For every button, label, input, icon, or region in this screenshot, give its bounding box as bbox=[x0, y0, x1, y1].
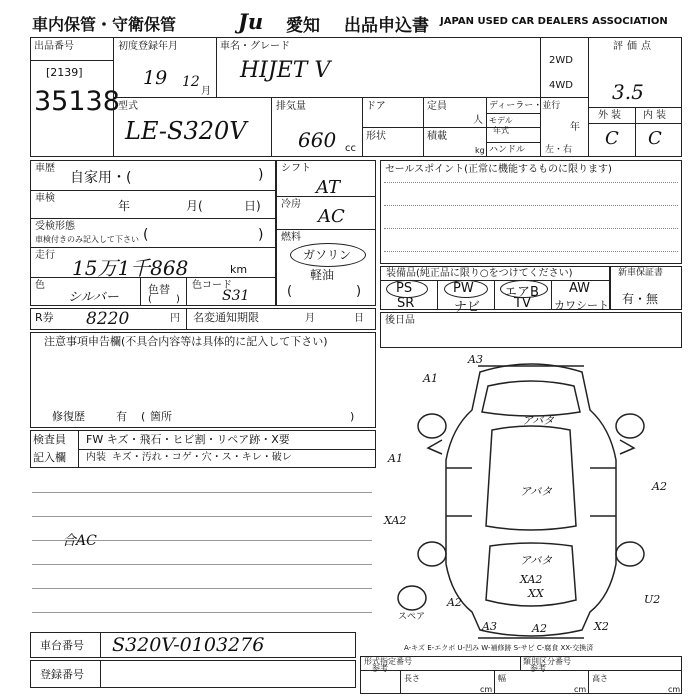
fuel-diesel: 軽油 bbox=[310, 268, 335, 282]
score-value: 3.5 bbox=[612, 80, 644, 104]
capacity-unit: 人 bbox=[473, 115, 483, 126]
color-code-value: S31 bbox=[222, 288, 250, 304]
diagram-mark: A2 bbox=[447, 596, 462, 609]
repair-value: 有 bbox=[116, 410, 127, 423]
equip-ps: PS bbox=[396, 281, 413, 296]
org-english: JAPAN USED CAR DEALERS ASSOCIATION bbox=[440, 16, 668, 27]
first-reg-month: 12 bbox=[182, 74, 200, 90]
car-hood bbox=[482, 381, 580, 416]
pw-circle bbox=[444, 280, 488, 298]
spare-label: スペア bbox=[398, 612, 426, 622]
exterior-label: 外装 bbox=[598, 110, 624, 121]
height-label: 高さ bbox=[592, 674, 608, 683]
color-code-label: 色コード bbox=[192, 280, 232, 291]
inspection-day: 日) bbox=[244, 199, 261, 213]
fw-row: FW キズ・飛石・ヒビ割・リペア跡・X要 bbox=[86, 433, 290, 446]
handle-options: 左・右 bbox=[545, 145, 573, 155]
ju-logo bbox=[238, 9, 282, 35]
mileage-label: 走行 bbox=[35, 250, 55, 261]
interior-label: 内装 bbox=[643, 110, 669, 121]
inspector-label: 検査員 bbox=[33, 433, 66, 446]
cm-1: cm bbox=[480, 685, 493, 694]
diagram-mark: U2 bbox=[644, 593, 661, 606]
diagram-mark: アバタ bbox=[520, 485, 553, 498]
mileage-value: 15万1千868 bbox=[72, 256, 189, 280]
diagram-mark: アバタ bbox=[522, 414, 555, 427]
door-label: ドア bbox=[366, 101, 386, 112]
diagram-mark: A3 bbox=[468, 353, 483, 366]
fuel-close: ) bbox=[356, 284, 362, 299]
wheel-rear-right bbox=[616, 542, 644, 566]
sales-points-label: セールスポイント(正常に機能するものに限ります) bbox=[385, 164, 612, 175]
history-value: 自家用・( bbox=[70, 170, 132, 186]
ref-label-1: 参考 bbox=[372, 664, 388, 673]
type-class-label: 類別区分番号 bbox=[523, 657, 571, 666]
first-reg-unit: 月 bbox=[201, 86, 211, 97]
repair-place: 箇所 bbox=[150, 410, 172, 423]
storage-stamp: 車内保管・守衛保管 bbox=[32, 15, 177, 34]
diagram-mark: A2 bbox=[532, 622, 547, 635]
inspection-label: 車検 bbox=[35, 193, 55, 204]
mileage-unit: km bbox=[230, 263, 248, 276]
shift-value: AT bbox=[316, 177, 341, 198]
year-unit: 年 bbox=[570, 122, 580, 133]
exterior-grade: C bbox=[605, 128, 619, 149]
shift-label: シフト bbox=[281, 163, 311, 174]
sheet-title: 出品申込書 bbox=[344, 16, 429, 36]
displacement-unit: cc bbox=[345, 143, 356, 154]
car-name: HIJET V bbox=[240, 58, 331, 83]
repair-open: ( bbox=[141, 410, 146, 423]
width-label: 幅 bbox=[498, 674, 506, 683]
ac-label: 冷房 bbox=[281, 199, 301, 210]
mirror-right bbox=[620, 440, 634, 454]
color-change-label: 色替 bbox=[148, 283, 170, 296]
diagram-legend: A-キズ E-エクボ U-凹み W-補修跡 S-サビ C-腐食 XX-交換済 bbox=[404, 644, 594, 652]
shape-label: 形状 bbox=[366, 131, 386, 142]
model-designation-label: 形式指定番号 bbox=[364, 657, 412, 666]
lot-number: 35138 bbox=[34, 86, 120, 117]
storage-stamp-box bbox=[30, 10, 228, 36]
color-change-open: ( bbox=[148, 294, 152, 305]
lot-label: 出品番号 bbox=[34, 41, 74, 52]
receiving-label: 受検形態 bbox=[35, 221, 75, 232]
registration-label: 登録番号 bbox=[40, 668, 84, 681]
interior-row: キズ・汚れ・コゲ・穴・ス・キレ・破レ bbox=[112, 452, 292, 463]
capacity-label: 定員 bbox=[427, 101, 447, 112]
ref-label-2: 参考 bbox=[530, 664, 546, 673]
fuel-open: ( bbox=[287, 284, 293, 299]
model-year-label-2: 年式 bbox=[493, 126, 509, 135]
receiving-note: 車検付きのみ記入して下さい bbox=[35, 235, 139, 244]
inspection-month: 月( bbox=[186, 199, 203, 213]
equip-pw: PW bbox=[453, 281, 474, 296]
ac-value: AC bbox=[318, 206, 345, 227]
sales-points-box bbox=[380, 160, 682, 264]
first-reg-label: 初度登録年月 bbox=[118, 41, 178, 52]
repair-close: ) bbox=[350, 410, 355, 423]
receiving-open: ( bbox=[143, 227, 149, 243]
equipment-label: 装備品(純正品に限り○をつけてください) bbox=[386, 268, 573, 279]
equip-airbag: エアB bbox=[504, 285, 539, 300]
name-change-day: 日 bbox=[354, 313, 364, 324]
displacement-label: 排気量 bbox=[276, 101, 306, 112]
entry-label: 記入欄 bbox=[33, 451, 66, 464]
diagram-mark: アバタ bbox=[520, 554, 553, 567]
fuel-label: 燃料 bbox=[281, 232, 301, 243]
repair-label: 修復歴 bbox=[52, 410, 85, 423]
diagram-mark: XA2 bbox=[384, 514, 407, 527]
spare-wheel bbox=[398, 586, 426, 610]
interior-row-label: 内装 bbox=[86, 452, 106, 463]
displacement-value: 660 bbox=[298, 128, 337, 152]
diagram-mark: A1 bbox=[388, 452, 403, 465]
model-year-label-1: モデル bbox=[489, 116, 513, 125]
fuel-gasoline: ガソリン bbox=[303, 248, 352, 262]
score-label: 評価点 bbox=[613, 41, 655, 52]
diagram-mark: XX bbox=[528, 587, 544, 600]
cm-3: cm bbox=[668, 685, 681, 694]
equip-tv: TV bbox=[514, 296, 531, 311]
rear-items-label: 後日品 bbox=[385, 315, 415, 326]
mirror-left bbox=[428, 440, 442, 454]
ps-circle bbox=[386, 280, 428, 298]
recycle-label: R券 bbox=[35, 311, 54, 324]
cm-2: cm bbox=[574, 685, 587, 694]
wheel-front-right bbox=[616, 414, 644, 438]
wheel-rear-left bbox=[418, 542, 446, 566]
recycle-value: 8220 bbox=[86, 309, 130, 329]
warranty-label: 新車保証書 bbox=[618, 268, 664, 278]
equip-aw: AW bbox=[569, 281, 591, 296]
drive-2wd: 2WD bbox=[549, 55, 573, 66]
receiving-close: ) bbox=[258, 227, 264, 243]
history-close: ) bbox=[258, 167, 264, 183]
model-label: 型式 bbox=[118, 101, 138, 112]
lot-bracket: [2139] bbox=[46, 66, 83, 79]
equip-navi: ナビ bbox=[454, 300, 481, 315]
handwritten-note: 合AC bbox=[62, 533, 97, 549]
diagram-mark: A3 bbox=[482, 620, 497, 633]
name-change-month: 月 bbox=[305, 313, 315, 324]
chassis-value: S320V-0103276 bbox=[112, 634, 265, 656]
first-reg-year: 19 bbox=[143, 67, 168, 89]
recycle-unit: 円 bbox=[170, 313, 180, 324]
rear-items-box bbox=[380, 312, 682, 348]
wheel-front-left bbox=[418, 414, 446, 438]
history-label: 車歴 bbox=[35, 163, 55, 174]
color-change-close: ) bbox=[176, 294, 180, 305]
model-value: LE-S320V bbox=[125, 117, 247, 145]
airbag-circle bbox=[500, 280, 548, 298]
org-name: 愛知 bbox=[286, 16, 320, 36]
car-name-label: 車名・グレード bbox=[220, 41, 290, 52]
drive-4wd: 4WD bbox=[549, 80, 573, 91]
ju-logo-text: Ju bbox=[238, 9, 264, 34]
diagram-mark: XA2 bbox=[520, 573, 543, 586]
car-roof bbox=[486, 426, 576, 530]
dealer-label: ディーラー・並行 bbox=[489, 101, 561, 111]
chassis-label: 車台番号 bbox=[40, 639, 84, 652]
equip-leather: カワシート bbox=[554, 299, 609, 312]
length-label: 長さ bbox=[404, 674, 420, 683]
warranty-options: 有・無 bbox=[622, 292, 659, 306]
color-value: シルバー bbox=[68, 290, 119, 305]
name-change-label: 名変通知期限 bbox=[193, 311, 259, 324]
load-label: 積載 bbox=[427, 131, 447, 142]
equip-sr: SR bbox=[397, 296, 415, 311]
diagram-mark: A1 bbox=[423, 372, 438, 385]
interior-grade: C bbox=[648, 128, 662, 149]
handle-label: ハンドル bbox=[489, 145, 526, 155]
load-unit: kg bbox=[475, 146, 485, 155]
inspection-year: 年 bbox=[118, 199, 131, 213]
diagram-mark: A2 bbox=[652, 480, 667, 493]
diagram-mark: X2 bbox=[594, 620, 609, 633]
notes-label: 注意事項申告欄(不具合内容等は具体的に記入して下さい) bbox=[44, 335, 328, 348]
color-label: 色 bbox=[35, 280, 45, 291]
